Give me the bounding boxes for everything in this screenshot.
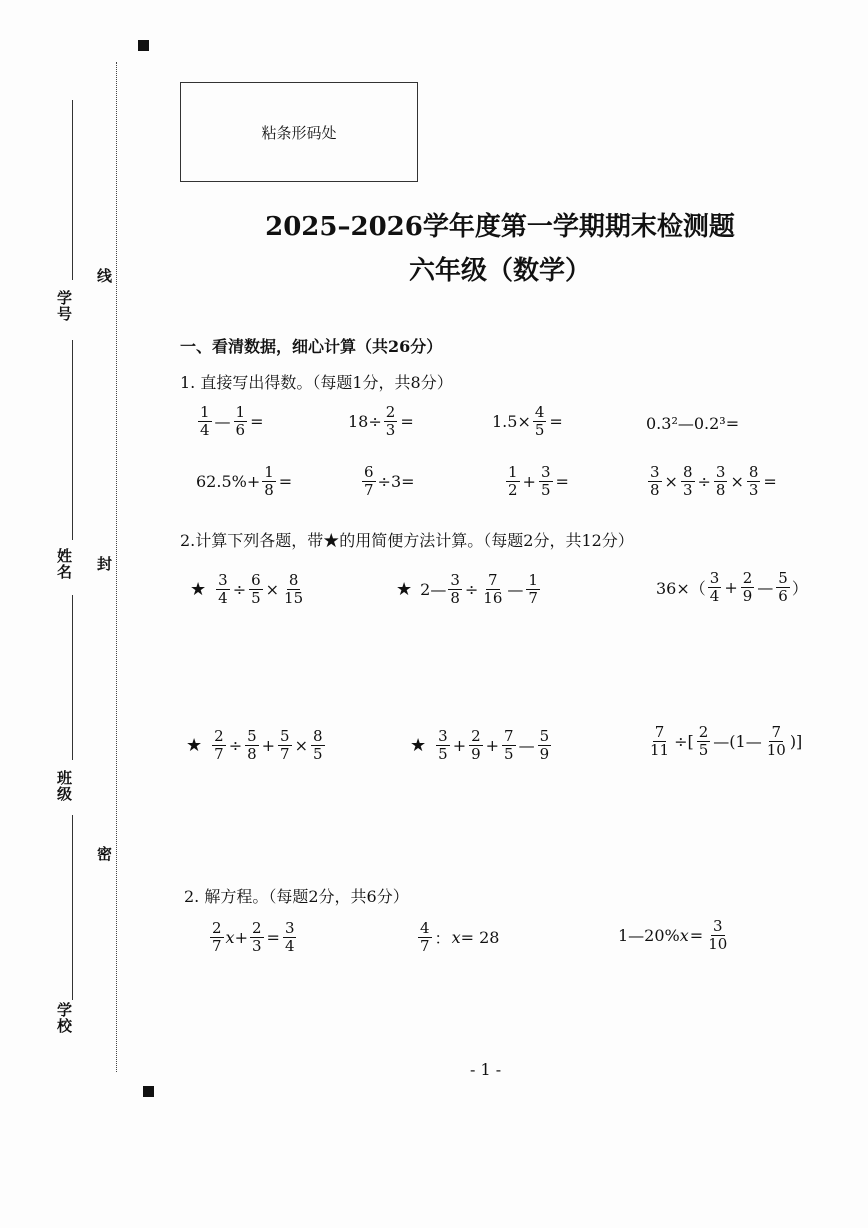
student-no-label: 学号	[55, 290, 73, 322]
q2-item-1: ★ $\frac{3}{4}$ ÷ $\frac{6}{5}$ × $\frac{8}{15}$	[190, 571, 304, 608]
star-icon: ★	[410, 735, 427, 757]
q1-item-5: 62.5%+ $\frac{1}{8}$ =	[196, 463, 293, 500]
seal-char-mi: 密	[95, 846, 113, 862]
equation-1: $\frac{2}{7}$ x+ $\frac{2}{3}$ = $\frac{3}{4}$	[212, 919, 295, 956]
q1-item-8: $\frac{3}{8}$ × $\frac{8}{3}$ ÷ $\frac{3}{8}$ × $\frac{8}{3}$ =	[650, 463, 777, 500]
registration-mark-bottom	[143, 1086, 154, 1097]
barcode-box	[180, 82, 418, 182]
exam-subtitle: 六年级（数学）	[408, 256, 591, 286]
q2-item-4: ★ $\frac{2}{7}$ ÷ $\frac{5}{8}$ + $\frac{5}{7}$ × $\frac{8}{5}$	[186, 727, 323, 764]
q1-item-2: 18÷ $\frac{2}{3}$ =	[348, 403, 414, 440]
school-underline	[72, 815, 73, 1000]
section-1-heading: 一、看清数据，细心计算（共26分）	[180, 337, 443, 356]
star-icon: ★	[396, 579, 413, 601]
question-3-heading: 2. 解方程。（每题2分，共6分）	[184, 887, 409, 906]
name-label: 姓名	[55, 548, 73, 580]
q2-item-3: 36×（ $\frac{3}{4}$ + $\frac{2}{9}$ — $\frac{5}{6}$ ）	[656, 569, 808, 606]
seal-char-feng: 封	[95, 556, 113, 572]
exam-title: 2025–2026学年度第一学期期末检测题	[265, 212, 735, 242]
q1-item-7: $\frac{1}{2}$ + $\frac{3}{5}$ =	[508, 463, 569, 500]
q1-item-6: $\frac{6}{7}$ ÷3=	[364, 463, 415, 500]
q1-item-3: 1.5× $\frac{4}{5}$ =	[492, 403, 563, 440]
student-no-underline	[72, 100, 73, 280]
seal-line	[116, 62, 117, 1072]
q2-item-2: ★ 2— $\frac{3}{8}$ ÷ $\frac{7}{16}$ — $\frac{1}{7}$	[396, 571, 538, 608]
barcode-box-label: 粘条形码处	[261, 123, 337, 142]
equation-3: 1—20% x = $\frac{3}{10}$	[618, 917, 728, 954]
q2-item-5: ★ $\frac{3}{5}$ + $\frac{2}{9}$ + $\frac{7}{5}$ — $\frac{5}{9}$	[410, 727, 550, 764]
star-icon: ★	[186, 735, 203, 757]
registration-mark-top	[138, 40, 149, 51]
school-label: 学校	[55, 1002, 73, 1034]
q2-item-6: $\frac{7}{11}$ ÷[ $\frac{2}{5}$ —(1— $\frac{7}{10}$ )]	[650, 723, 803, 760]
q1-item-1: $\frac{1}{4}$ — $\frac{1}{6}$ =	[200, 403, 264, 440]
q1-item-4: 0.3²—0.2³=	[646, 414, 740, 433]
class-underline	[72, 595, 73, 760]
equation-2: $\frac{4}{7}$ ： x = 28	[420, 919, 500, 956]
name-underline	[72, 340, 73, 540]
star-icon: ★	[190, 579, 207, 601]
question-2-heading: 2.计算下列各题，带★的用简便方法计算。（每题2分，共12分）	[180, 531, 634, 550]
page-number: - 1 -	[470, 1060, 502, 1079]
seal-char-xian: 线	[95, 268, 113, 284]
class-label: 班级	[55, 770, 73, 802]
question-1-heading: 1. 直接写出得数。（每题1分，共8分）	[180, 373, 453, 392]
